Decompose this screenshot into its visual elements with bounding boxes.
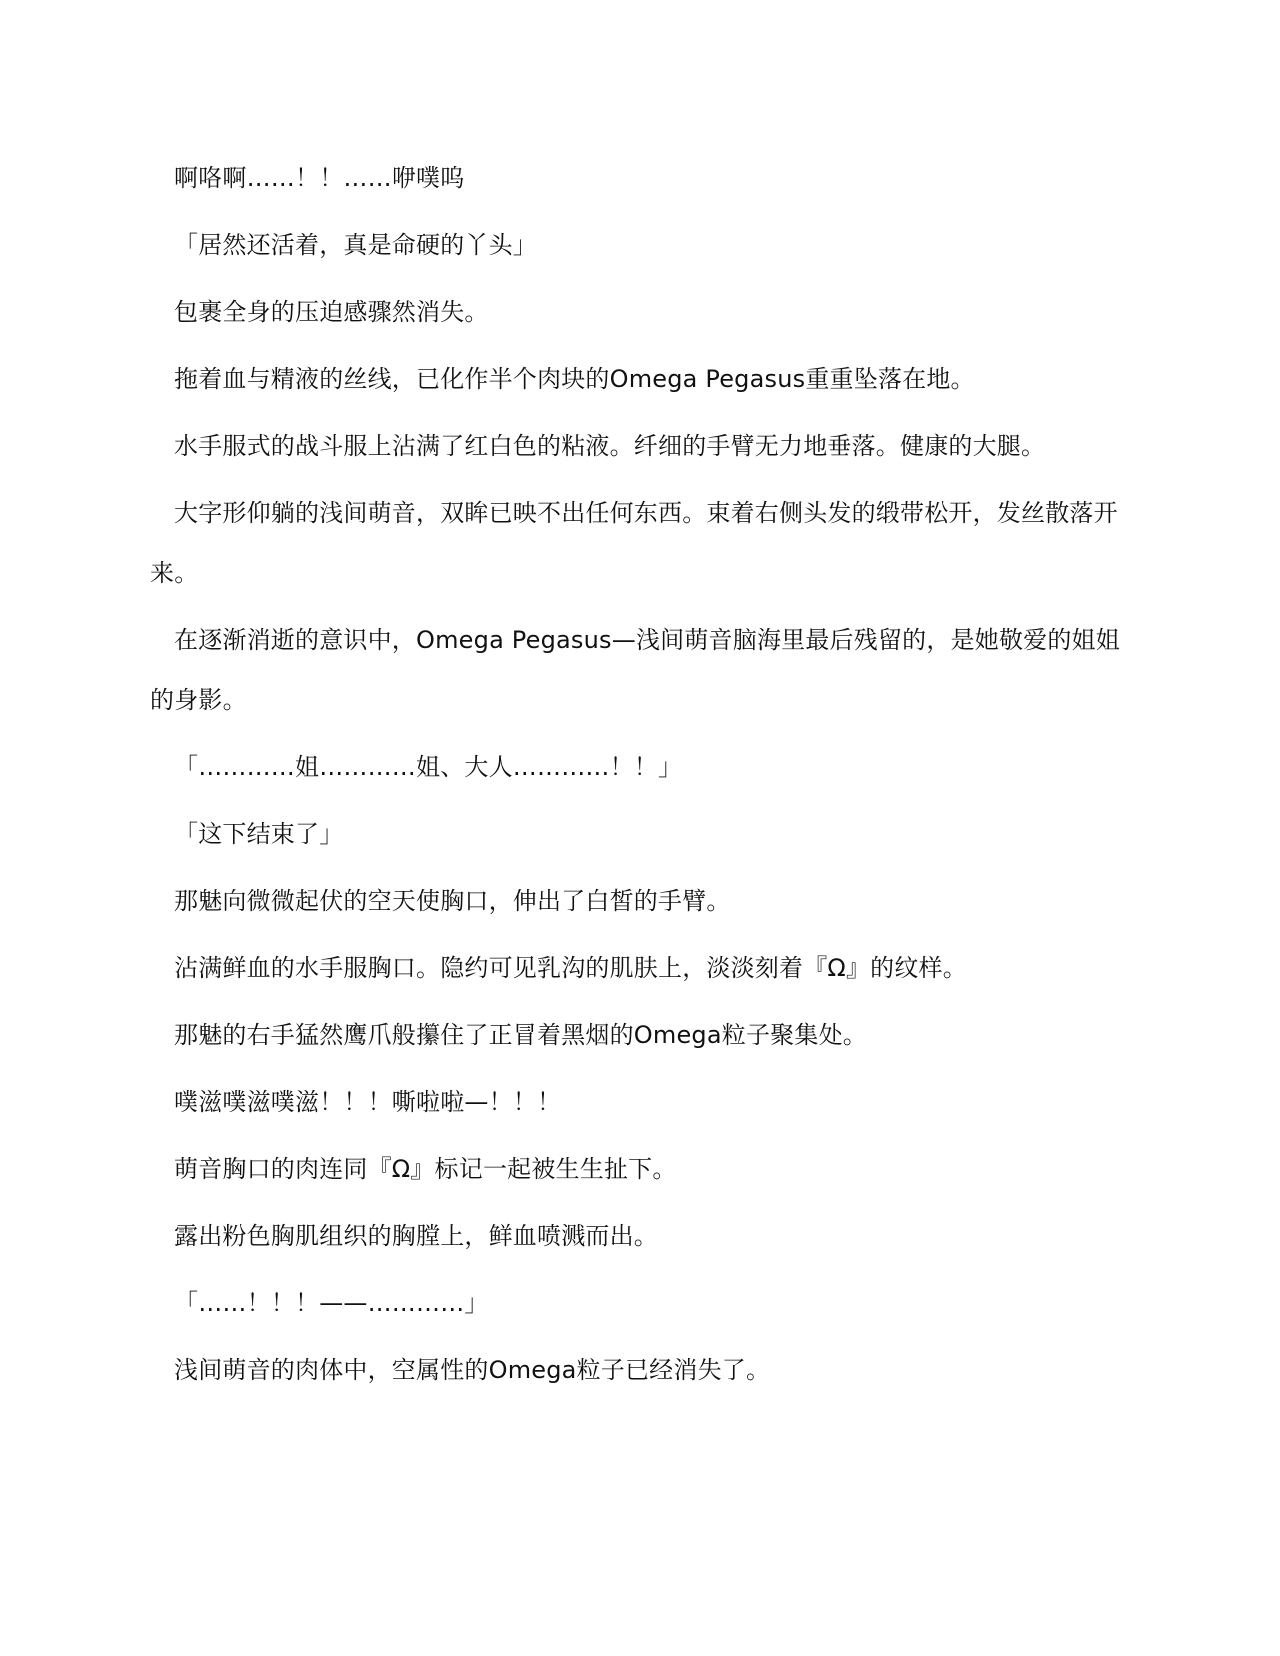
- paragraph: 「…………姐…………姐、大人…………！！」: [174, 753, 683, 781]
- paragraph: 啊咯啊……！！……咿噗呜: [174, 164, 465, 192]
- paragraph: 沾满鲜血的水手服胸口。隐约可见乳沟的肌肤上，淡淡刻着『Ω』的纹样。: [174, 954, 967, 982]
- paragraph: 拖着血与精液的丝线，已化作半个肉块的Omega Pegasus重重坠落在地。: [174, 365, 975, 393]
- paragraph: 在逐渐消逝的意识中，Omega Pegasus—浅间萌音脑海里最后残留的，是她敬爱的姐姐的身影。: [150, 626, 1120, 714]
- paragraph: 「居然还活着，真是命硬的丫头」: [174, 231, 537, 259]
- paragraph: 「这下结束了」: [174, 820, 344, 848]
- paragraph: 「……！！！——…………」: [174, 1289, 489, 1317]
- paragraph: 水手服式的战斗服上沾满了红白色的粘液。纤细的手臂无力地垂落。健康的大腿。: [174, 432, 1046, 460]
- paragraph: 噗滋噗滋噗滋！！！嘶啦啦—！！！: [174, 1088, 562, 1116]
- paragraph: 那魅向微微起伏的空天使胸口，伸出了白皙的手臂。: [174, 887, 731, 915]
- text-body: [150, 148, 1140, 1407]
- paragraph: 浅间萌音的肉体中，空属性的Omega粒子已经消失了。: [174, 1356, 771, 1384]
- paragraph: 包裹全身的压迫感骤然消失。: [174, 298, 489, 326]
- paragraph: 萌音胸口的肉连同『Ω』标记一起被生生扯下。: [174, 1155, 677, 1183]
- paragraph: 露出粉色胸肌组织的胸膛上，鲜血喷溅而出。: [174, 1222, 658, 1250]
- paragraph: 大字形仰躺的浅间萌音，双眸已映不出任何东西。束着右侧头发的缎带松开，发丝散落开来。: [150, 499, 1118, 587]
- paragraph: 那魅的右手猛然鹰爪般攥住了正冒着黑烟的Omega粒子聚集处。: [174, 1021, 867, 1049]
